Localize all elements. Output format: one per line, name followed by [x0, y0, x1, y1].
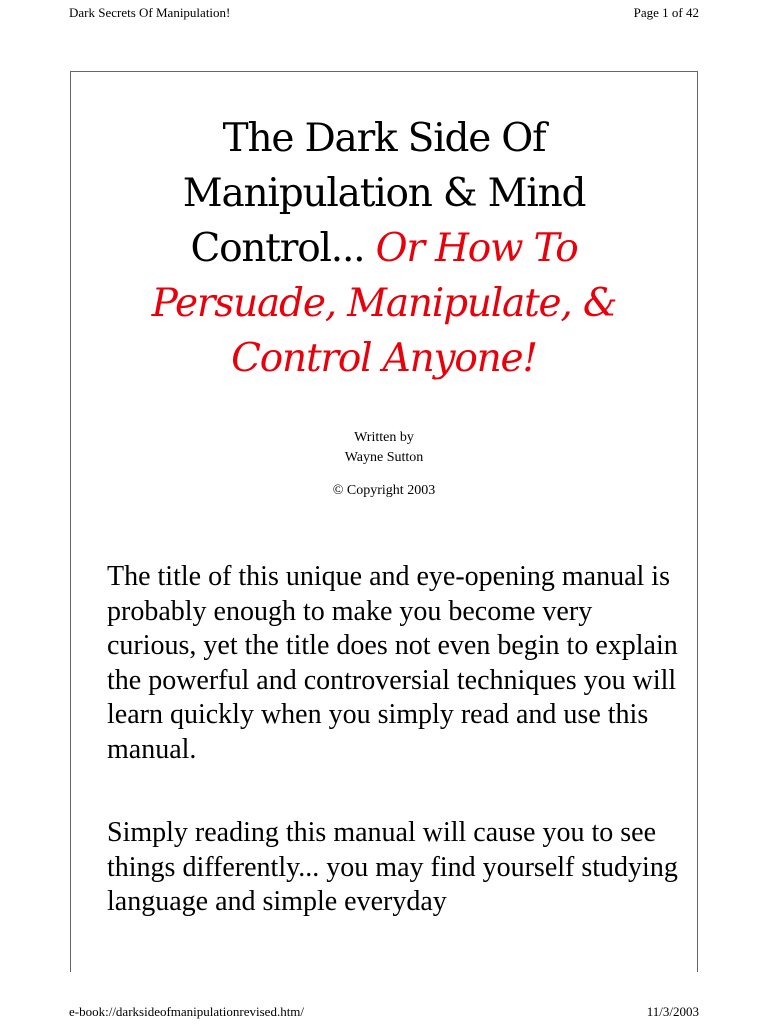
title-line-1: The Dark Side Of [222, 116, 546, 161]
document-title [71, 111, 697, 386]
title-line-3-red: Or How To [375, 226, 578, 271]
title-line-3 [71, 221, 697, 276]
byline [71, 428, 697, 468]
print-header [0, 0, 768, 22]
document-frame [70, 71, 698, 972]
title-line-4: Persuade, Manipulate, & [151, 281, 617, 326]
footer-url: e-book://darksideofmanipulationrevised.htm/ [69, 1004, 305, 1019]
footer-date: 11/3/2003 [646, 1004, 699, 1019]
written-by-label: Written by [354, 430, 414, 445]
print-footer [0, 1004, 768, 1022]
copyright-notice: © Copyright 2003 [332, 483, 436, 498]
header-page-info: Page 1 of 42 [633, 5, 699, 20]
author-name: Wayne Sutton [344, 450, 424, 465]
header-doc-title: Dark Secrets Of Manipulation! [69, 5, 231, 20]
body-paragraph-1: The title of this unique and eye-opening manual is probably enough to make you become very curious, yet the title does not even begin to explain the powerful and controversial techniques you will learn quickly when you simply read and use this manual. [107, 561, 678, 765]
title-line-5: Control Anyone! [231, 336, 537, 381]
title-line-3-black: Control... [190, 226, 376, 271]
body-paragraph-2: Simply reading this manual will cause you to see things differently... you may find yourself studying language and simple everyday [107, 817, 678, 917]
title-line-2: Manipulation & Mind [182, 171, 586, 216]
